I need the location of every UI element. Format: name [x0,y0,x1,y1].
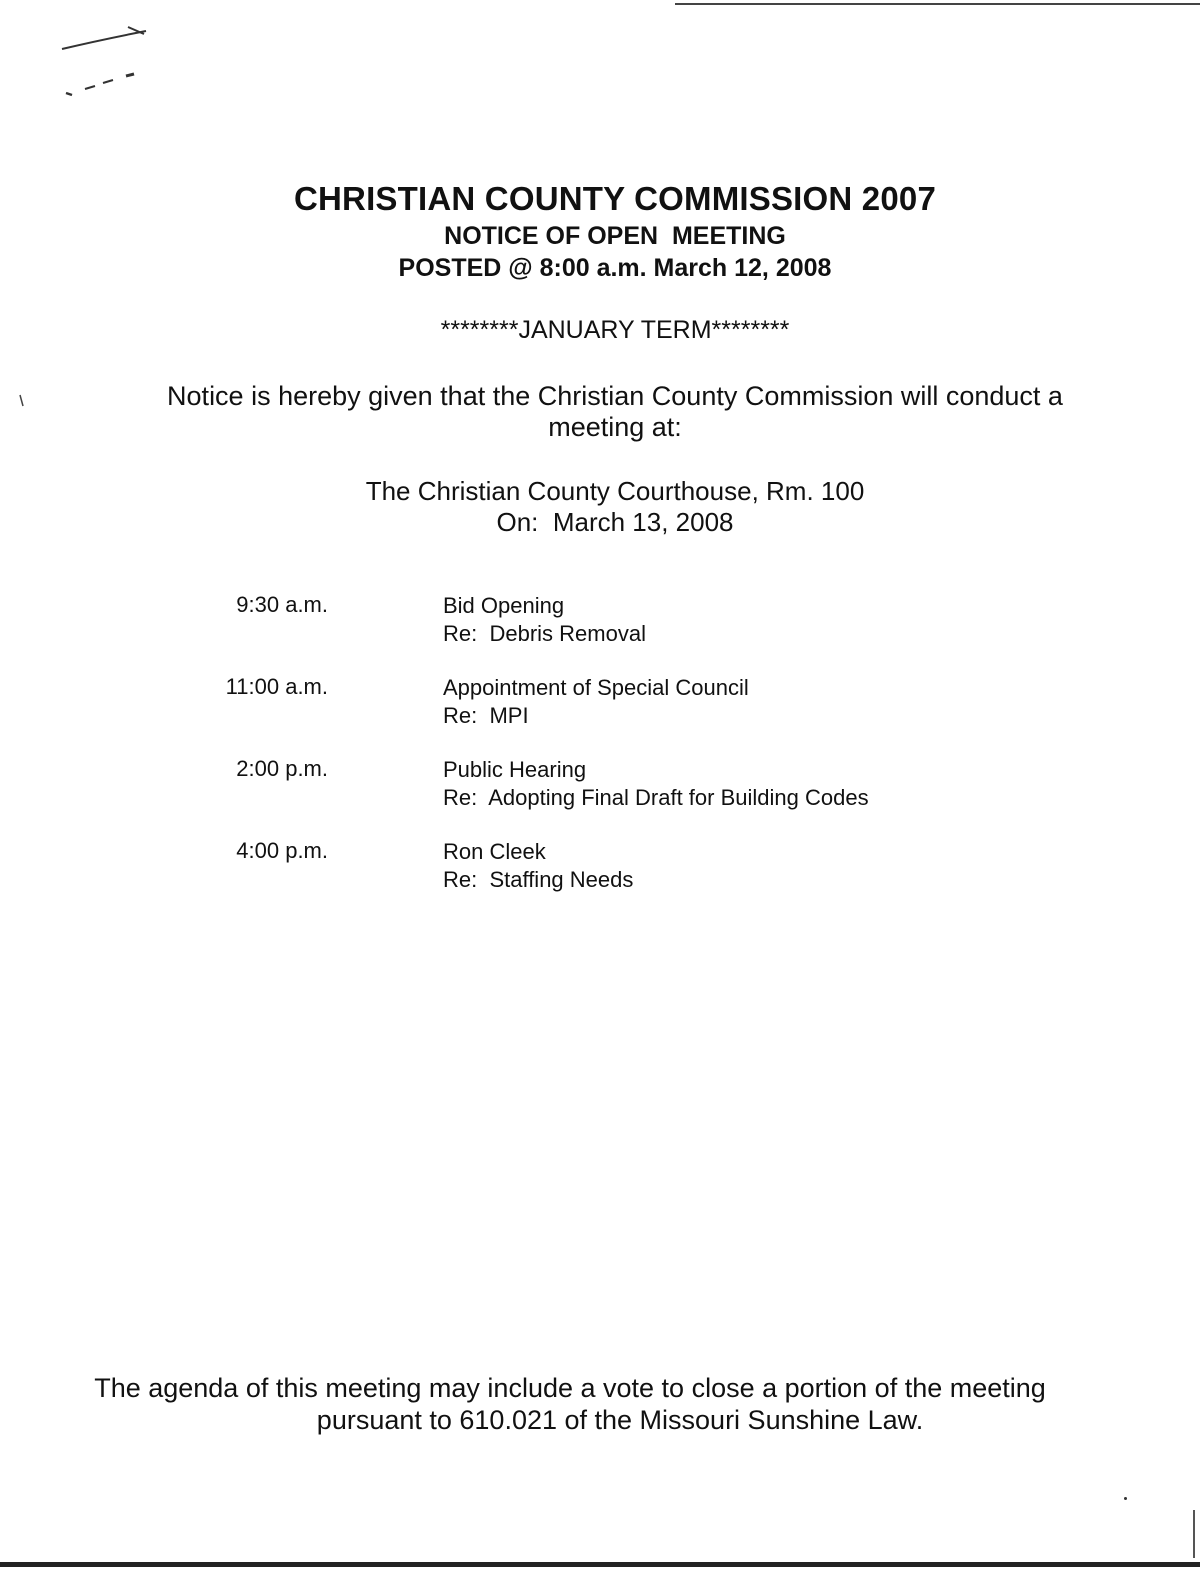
agenda-item [0,674,1200,756]
agenda-details [443,756,1143,812]
agenda-time: 2:00 p.m. [236,756,328,781]
agenda-time: 11:00 a.m. [225,674,328,699]
posted-datetime: POSTED @ 8:00 a.m. March 12, 2008 [398,254,832,282]
agenda-item [0,756,1200,838]
agenda-item [0,592,1200,674]
agenda-time: 9:30 a.m. [236,592,328,617]
agenda-item [0,838,1200,920]
agenda-regarding: Re: Staffing Needs [443,867,634,892]
meeting-location [0,476,1200,538]
scan-speck [1124,1497,1127,1500]
term-label: ********JANUARY TERM******** [440,316,790,344]
agenda-regarding: Re: Adopting Final Draft for Building Codes [443,785,869,810]
location-date: On: March 13, 2008 [496,507,734,537]
scan-edge-line-bottom [0,1562,1200,1567]
agenda-details [443,674,1143,730]
agenda-title: Bid Opening [443,593,565,618]
footer-line-2: pursuant to 610.021 of the Missouri Sunshine Law. [316,1405,924,1435]
notice-text: Notice is hereby given that the Christian County Commission will conduct a meeting at: [167,381,1063,442]
agenda-title: Public Hearing [443,757,587,782]
sunshine-law-notice [40,1372,1100,1436]
footer-line-1: The agenda of this meeting may include a vote to close a portion of the meeting [94,1373,1046,1403]
agenda-list [0,592,1200,920]
agenda-details [443,838,1143,894]
agenda-regarding: Re: MPI [443,703,529,728]
scan-edge-line-right [1193,1510,1195,1558]
location-place: The Christian County Courthouse, Rm. 100 [365,476,865,506]
notice-subtitle: NOTICE OF OPEN MEETING [444,222,786,250]
agenda-title: Ron Cleek [443,839,546,864]
page-title: CHRISTIAN COUNTY COMMISSION 2007 [293,180,937,217]
agenda-details [443,592,1143,648]
agenda-regarding: Re: Debris Removal [443,621,646,646]
agenda-time: 4:00 p.m. [236,838,328,863]
scan-edge-line-top [675,3,1200,5]
agenda-title: Appointment of Special Council [443,675,749,700]
